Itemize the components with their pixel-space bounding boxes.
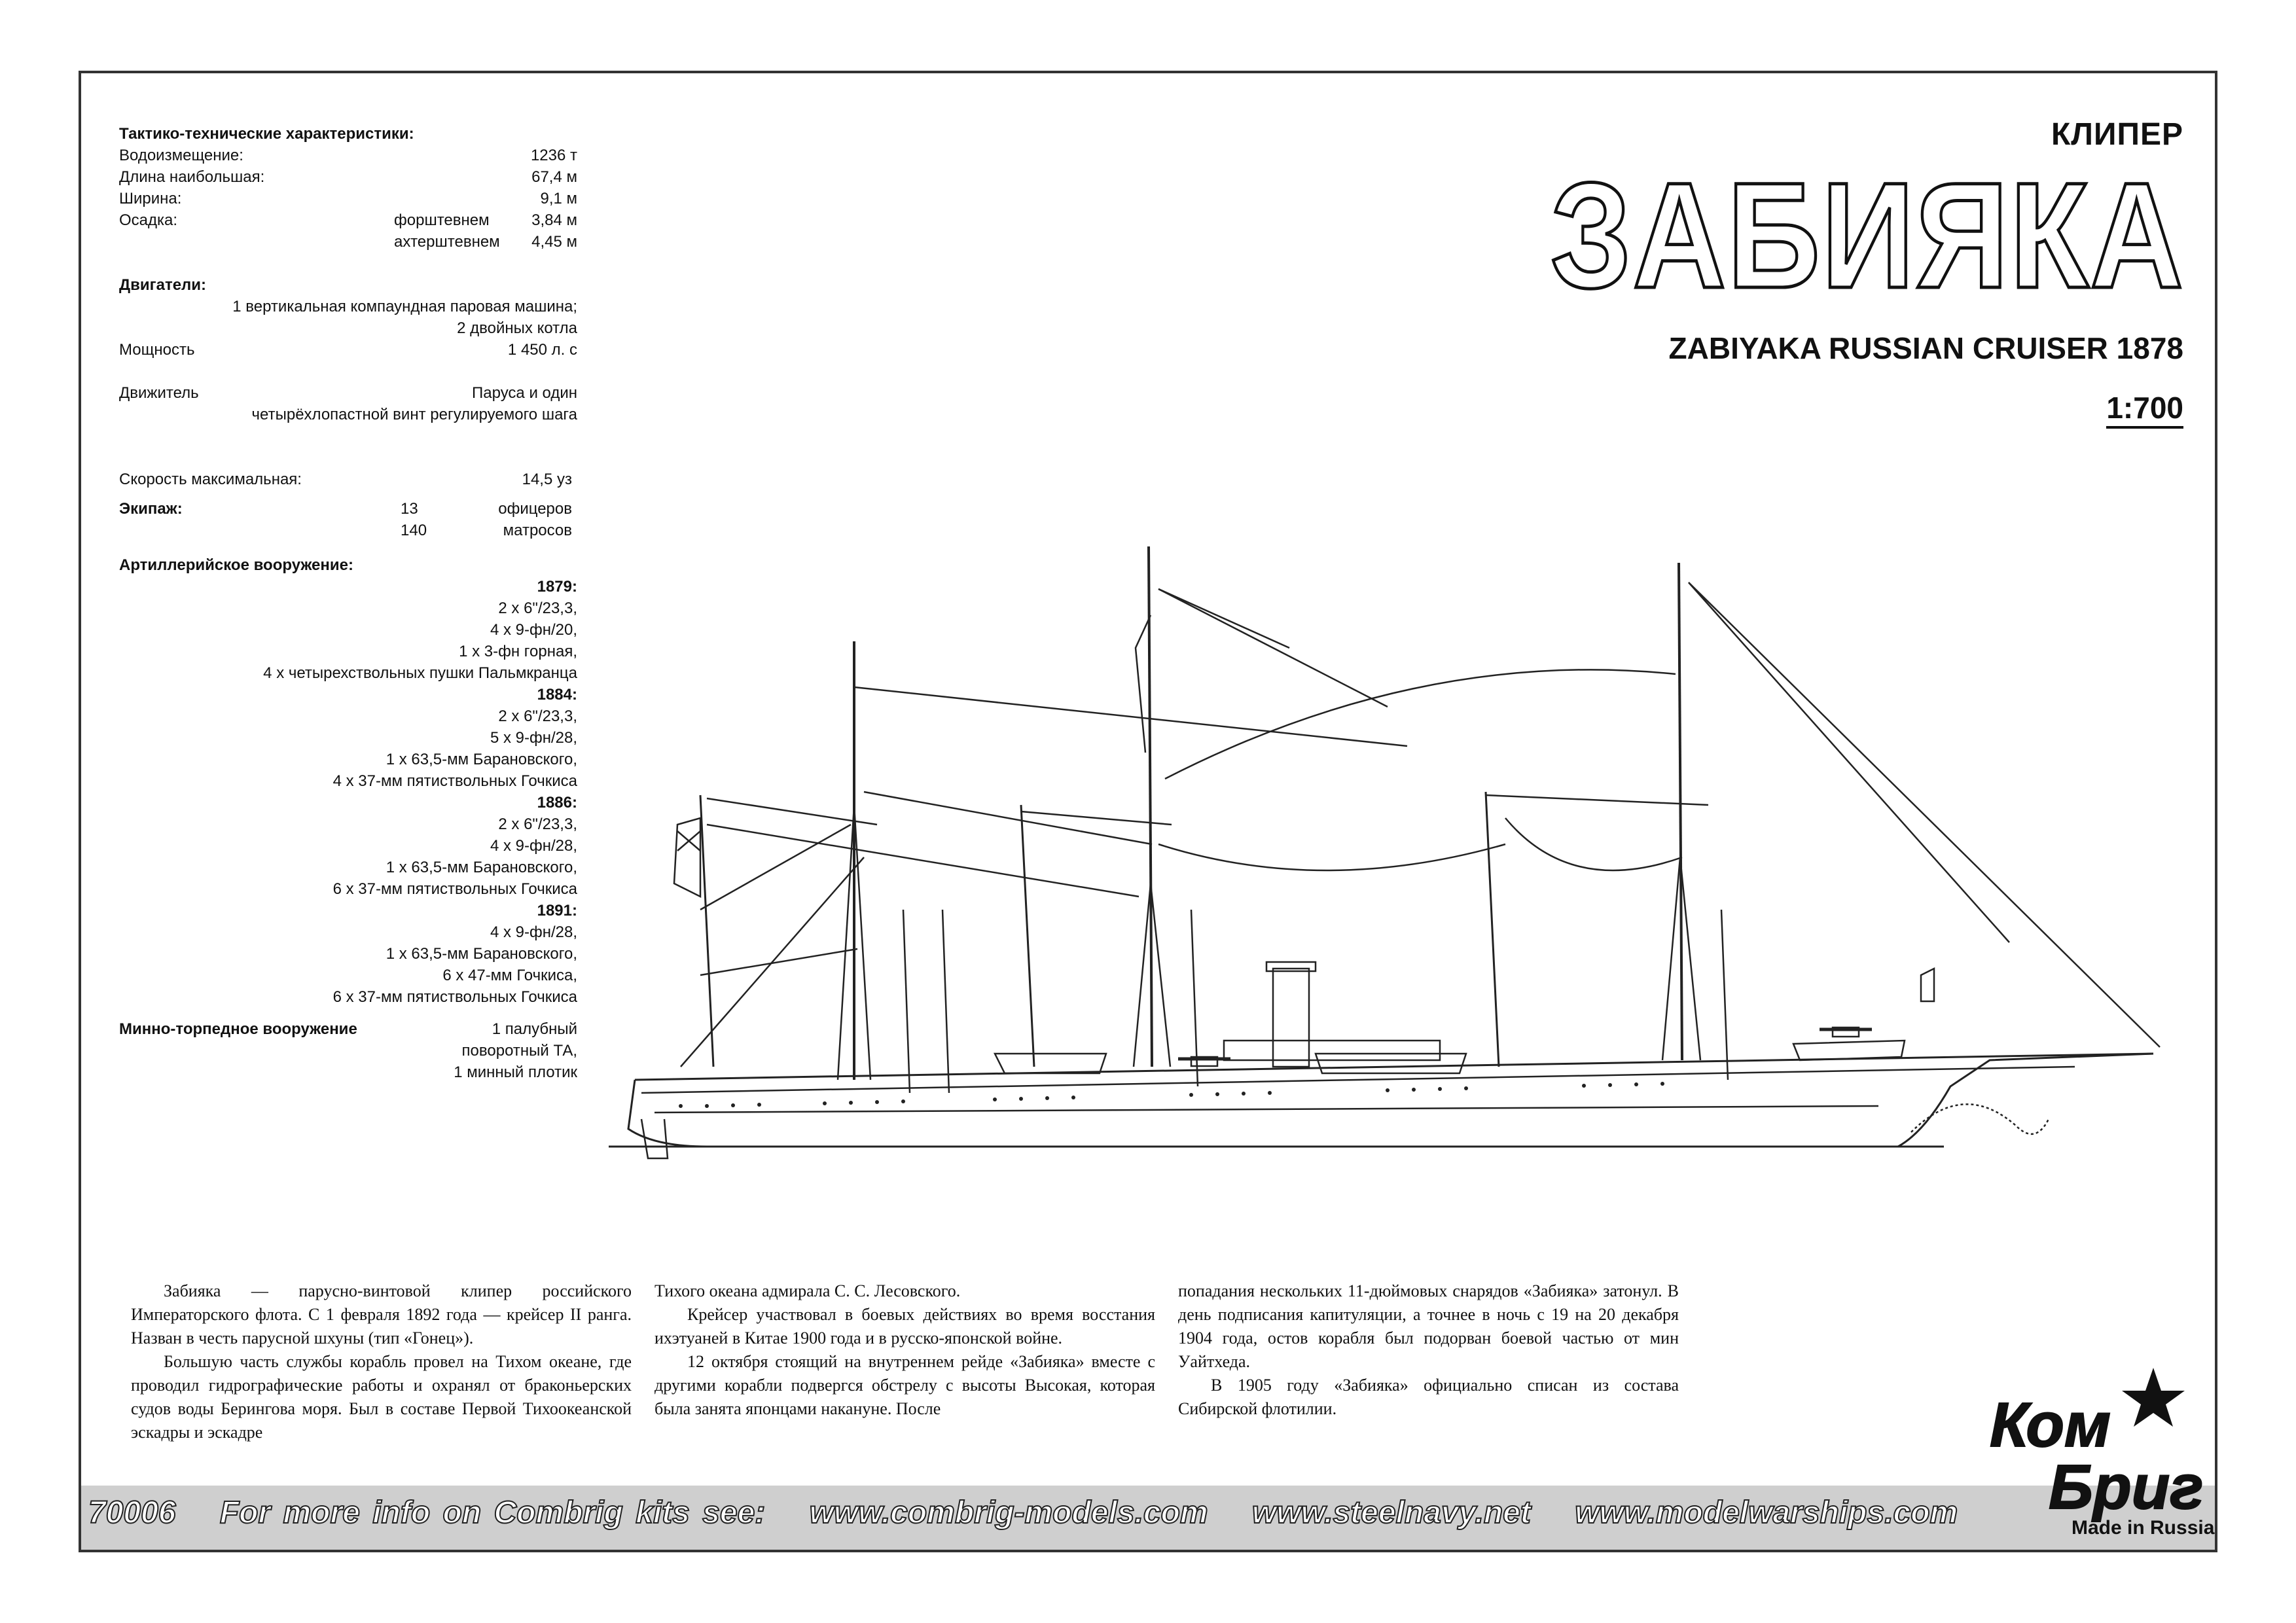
torpedo-line: 1 минный плотик (454, 1063, 577, 1081)
artillery-line: 4 х 9-фн/28, (490, 837, 577, 855)
description-column-3 (1178, 1279, 1679, 1421)
artillery-line: 1 х 63,5-мм Барановского, (386, 945, 577, 963)
artillery-line: 4 х 37-мм пятиствольных Гочкиса (332, 772, 577, 790)
engines-title: Двигатели: (119, 276, 207, 294)
logo-word-1: Ком (1990, 1390, 2111, 1460)
description-paragraph: попадания нескольких 11-дюймовых снарядов «Забияка» затонул. В день подписания капитуляции, а точнее в ночь с 19 на 20 декабря 1904 года, остов корабля был подорван боевой частью от мин Уайтхеда. (1178, 1281, 1679, 1371)
spec-power: Мощность 1 450 л. с (119, 341, 577, 359)
description-paragraph: Большую часть службы корабль провел на Тихом океане, где проводил гидрографические работы и охранял от браконьерских судов воды Берингова моря. Был в составе Первой Тихоокеанской эскадры и эскадре (131, 1352, 632, 1442)
spec-length: Длина наибольшая: 67,4 м (119, 168, 577, 186)
steelnavy-link[interactable]: www.steelnavy.net (1251, 1495, 1531, 1530)
spec-torpedo: Минно-торпедное вооружение 1 палубный (119, 1020, 577, 1038)
torpedo-line: поворотный ТА, (461, 1042, 577, 1060)
logo-word-2: Бриг (2049, 1452, 2204, 1522)
combrig-link[interactable]: www.combrig-models.com (809, 1495, 1208, 1530)
ship-name-title: ЗАБИЯКА (1551, 151, 2185, 319)
spec-draft-fore: Осадка: форштевнем 3,84 м (119, 211, 577, 229)
artillery-line: 1 х 63,5-мм Барановского, (386, 751, 577, 768)
specs-title: Тактико-технические характеристики: (119, 125, 414, 143)
ship-profile-drawing (602, 543, 2186, 1185)
modelwarships-link[interactable]: www.modelwarships.com (1575, 1495, 1958, 1530)
artillery-year: 1884: (537, 686, 577, 704)
spec-beam: Ширина: 9,1 м (119, 190, 577, 207)
star-icon (2122, 1368, 2185, 1427)
description-paragraph: Крейсер участвовал в боевых действиях во время восстания ихэтуаней в Китае 1900 года и в русско-японской войне. (655, 1305, 1155, 1347)
engines-line2: 2 двойных котла (457, 319, 577, 337)
spec-draft-aft: ахтерштевнем 4,45 м (394, 233, 577, 251)
description-paragraph: 12 октября стоящий на внутреннем рейде «Забияка» вместе с другими корабли подвергся обстрелу с высоты Высокая, которая была занята японцами накануне. После (655, 1352, 1155, 1418)
artillery-line: 6 х 37-мм пятиствольных Гочкиса (332, 880, 577, 898)
artillery-year: 1891: (537, 902, 577, 919)
description-column-1 (131, 1279, 632, 1444)
artillery-line: 1 х 63,5-мм Барановского, (386, 859, 577, 876)
artillery-line: 4 х 9-фн/28, (490, 923, 577, 941)
description-column-2 (655, 1279, 1155, 1421)
footer-info (88, 1495, 1989, 1531)
description-paragraph: Тихого океана адмирала С. С. Лесовского. (655, 1281, 961, 1300)
artillery-line: 6 х 47-мм Гочкиса, (442, 967, 577, 984)
spec-speed: Скорость максимальная: 14,5 уз (119, 471, 572, 488)
engines-line1: 1 вертикальная компаундная паровая машина; (232, 298, 577, 315)
artillery-line: 1 х 3-фн горная, (459, 643, 577, 660)
artillery-year: 1879: (537, 578, 577, 596)
artillery-line: 2 х 6"/23,3, (498, 815, 577, 833)
spec-crew-sailors: 140 матросов (401, 522, 572, 539)
artillery-line: 2 х 6"/23,3, (498, 599, 577, 617)
artillery-line: 2 х 6"/23,3, (498, 707, 577, 725)
artillery-year: 1886: (537, 794, 577, 812)
artillery-line: 5 х 9-фн/28, (490, 729, 577, 747)
ship-type-label: КЛИПЕР (2051, 117, 2183, 152)
artillery-line: 4 х четырехствольных пушки Пальмкранца (263, 664, 577, 682)
spec-displacement: Водоизмещение: 1236 т (119, 147, 577, 164)
spec-propulsion-2: четырёхлопастной винт регулируемого шага (251, 406, 577, 423)
specifications-panel (119, 123, 577, 1083)
kit-number: 70006 (88, 1495, 176, 1530)
scale-label: 1:700 (2106, 389, 2183, 429)
artillery-line: 4 х 9-фн/20, (490, 621, 577, 639)
ship-english-subtitle: ZABIYAKA RUSSIAN CRUISER 1878 (1668, 331, 2183, 365)
footer-info-text: For more info on Combrig kits see: (219, 1495, 766, 1530)
artillery-title: Артиллерийское вооружение: (119, 556, 353, 574)
description-paragraph: Забияка — парусно-винтовой клипер российского Императорского флота. С 1 февраля 1892 года — крейсер II ранга. Назван в честь парусной шхуны (тип «Гонец»). (131, 1281, 632, 1347)
description-paragraph: В 1905 году «Забияка» официально списан из состава Сибирской флотилии. (1178, 1376, 1679, 1418)
artillery-line: 6 х 37-мм пятиствольных Гочкиса (332, 988, 577, 1006)
spec-crew-officers: Экипаж: 13 офицеров (119, 500, 572, 518)
spec-propulsion: Движитель Паруса и один (119, 384, 577, 402)
made-in-russia-label: Made in Russia (2072, 1517, 2215, 1539)
